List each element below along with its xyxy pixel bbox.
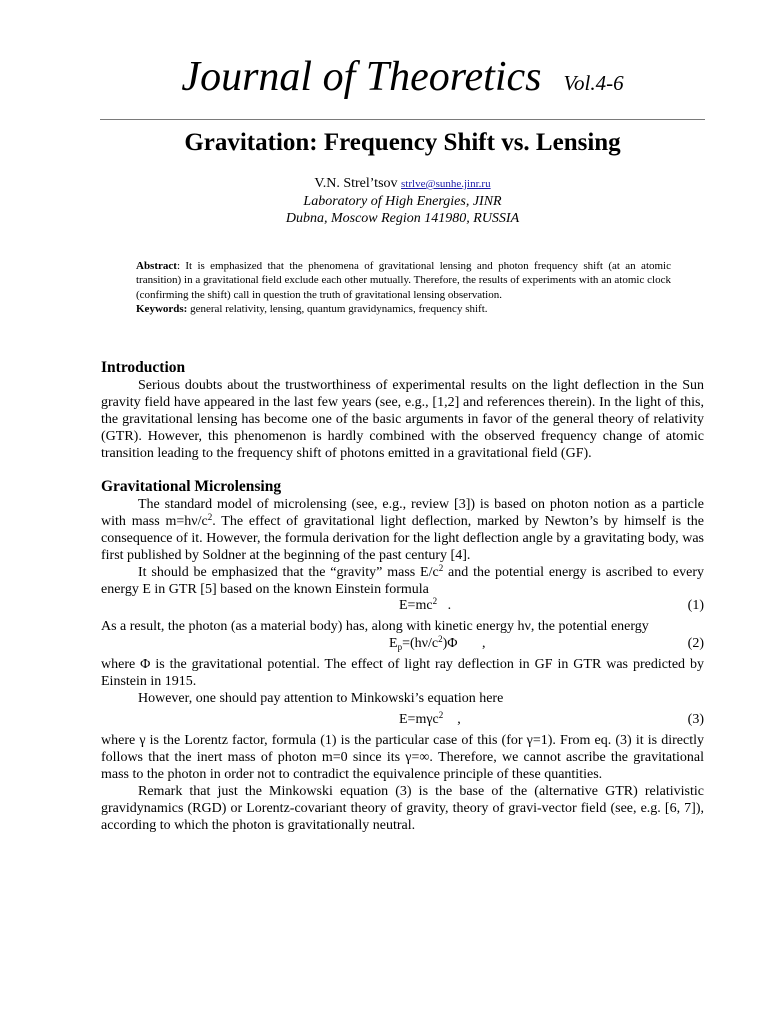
microlensing-paragraph-3: As a result, the photon (as a material body) has, along with kinetic energy hν, the potential energy (101, 619, 649, 635)
intro-paragraph: Serious doubts about the trustworthiness of experimental results on the light deflection in the Sun gravity field have appeared in the last few years (see, e.g., [1,2] and references therein). In the light of this, the gravitational lensing has become one of the basic arguments in favor of the general theory of relativity (GTR). However, this phenomenon is hardly combined with the observed frequency change of atomic transition leading to the frequency shift of photons emitted in a gravitational field (GF). (101, 378, 704, 461)
author-email-link[interactable]: strlve@sunhe.jinr.ru (401, 178, 491, 190)
microlensing-paragraph-1: The standard model of microlensing (see, e.g., review [3]) is based on photon notion as a particle with mass $m=h\nu/c^2$. The effect of gravitational light deflection, marked by Newton’s by himself is the consequence of it. However, the formula derivation for the light deflection angle by a gravitating body, was first published by Soldner at the beginning of the past century [4]. (101, 496, 705, 563)
section-heading-introduction: Introduction (101, 359, 186, 376)
abstract-label: Abstract (136, 260, 177, 272)
section-gap (101, 463, 704, 477)
equation-1-number: (1) (687, 598, 704, 614)
equation-2-number: (2) (687, 636, 704, 652)
journal-header (100, 52, 705, 102)
keywords-paragraph (136, 302, 671, 316)
microlensing-paragraph-6: where γ is the Lorentz factor, formula (1) is the particular case of this (for γ=1). From eq. (3) it is directly follows that the inert mass of photon m=0 since its γ=∞. Therefore, we cannot ascribe the gravitational mass to the photon in order not to contradict the equivalence principle of these quantities. (101, 733, 704, 783)
affiliation-lab: Laboratory of High Energies, JINR (303, 194, 502, 209)
equation-3 (101, 712, 704, 729)
equation-3-number: (3) (687, 712, 704, 728)
equation-1-formula: $E=mc^2$ . (399, 596, 452, 614)
author-block (100, 175, 705, 227)
equation-2-formula: $E_p=(h\nu/c^2)\Phi$ , (389, 634, 486, 653)
microlensing-paragraph-2: It should be emphasized that the “gravity” mass $E/c^2$ and the potential energy is ascribed to every energy E in GTR [5] based on the known Einstein formula (101, 562, 704, 597)
section-heading-microlensing: Gravitational Microlensing (101, 477, 282, 495)
affiliation-location: Dubna, Moscow Region 141980, RUSSIA (285, 211, 520, 226)
paper-title: Gravitation: Frequency Shift vs. Lensing (184, 129, 621, 156)
equation-1 (101, 598, 704, 615)
abstract (136, 259, 671, 316)
journal-title: Journal of Theoretics (181, 54, 542, 100)
abstract-paragraph (136, 259, 671, 302)
abstract-text: : It is emphasized that the phenomena of gravitational lensing and photon frequency shift (at an atomic transition) in a gravitational field exclude each other mutually. Therefore, the results of experiments with an atomic clock (confirming the shift) call in question the truth of gravitational lensing observation. (136, 260, 671, 301)
microlensing-paragraph-5: However, one should pay attention to Minkowski’s equation here (138, 691, 504, 707)
microlensing-paragraph-4: where Φ is the gravitational potential. The effect of light ray deflection in GF in GTR was predicted by Einstein in 1915. (101, 657, 704, 690)
equation-2 (101, 636, 704, 653)
body-text (101, 358, 704, 835)
keywords-text: general relativity, lensing, quantum gravidynamics, frequency shift. (187, 302, 488, 315)
keywords-label: Keywords: (136, 302, 188, 315)
header-rule (100, 119, 705, 120)
journal-volume: Vol.4-6 (563, 71, 624, 95)
author-name: V.N. Strel’tsov (314, 176, 398, 191)
equation-3-formula: E=mγc$^2$ , (399, 710, 461, 728)
author-line (100, 175, 705, 193)
microlensing-paragraph-7: Remark that just the Minkowski equation (3) is the base of the (alternative GTR) relativistic gravidynamics (RGD) or Lorentz-covariant theory of gravity, theory of gravi-vector field (see, e.g. [6, 7]), according to which the photon is gravitationally neutral. (101, 784, 704, 834)
